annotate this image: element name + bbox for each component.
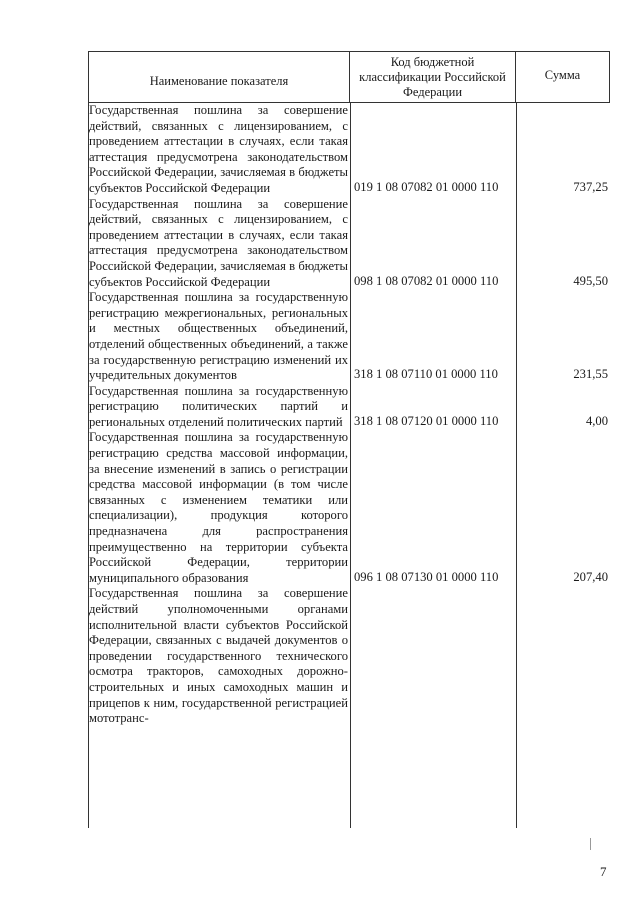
revenue-table [88,51,610,828]
row-name: Государственная пошлина за государственную регистрацию политических партий и региональных отделений политических партий [89,383,348,429]
row-sum: 495,50 [573,273,608,288]
row-code [350,726,516,727]
table-header [88,51,610,103]
row-name: Государственная пошлина за совершение действий уполномоченными органами исполнительной власти субъектов Российской Федерации, связанных с выдачей документов о проведении государственного технического осмотра тракторов, самоходных дорожно-строительных и иных самоходных машин и прицепов к ним, государственной регистрацией мототранс- [89,586,348,726]
column-divider [516,103,517,828]
table-row [88,384,610,431]
row-code: 096 1 08 07130 01 0000 110 [354,569,499,584]
row-code: 098 1 08 07082 01 0000 110 [354,273,499,288]
table-body [88,103,610,828]
row-code: 318 1 08 07120 01 0000 110 [354,413,499,428]
table-row [88,197,610,291]
row-sum: 231,55 [573,367,608,382]
row-name: Государственная пошлина за государственную регистрацию межрегиональных, региональных и местных общественных объединений, отделений общественных объединений, а также за государственную регистрацию изменений их учредительных документов [89,290,348,383]
table-row [88,103,610,197]
row-sum: 4,00 [585,413,608,428]
table-row [88,430,610,586]
row-code: 019 1 08 07082 01 0000 110 [354,179,499,194]
table-row [88,290,610,384]
page-number: 7 [600,864,607,879]
row-name: Государственная пошлина за совершение действий, связанных с лицензированием, с проведением аттестации в случаях, если такая аттестация предусмотрена законодательством Российской Федерации, зачисляемая в бюджеты субъектов Российской Федерации [89,196,348,289]
column-divider [350,103,351,828]
row-name: Государственная пошлина за совершение действий, связанных с лицензированием, с проведением аттестации в случаях, если такая аттестация предусмотрена законодательством Российской Федерации, зачисляемая в бюджеты субъектов Российской Федерации [89,103,348,195]
row-sum [516,726,610,727]
table-row [88,586,610,726]
header-code: Код бюджетной классификации Российской Федерации [350,52,516,102]
row-sum: 737,25 [573,179,608,194]
row-name: Государственная пошлина за государственную регистрацию средства массовой информации, за внесение изменений в запись о регистрации средства массовой информации (в том числе связанных с изменением тематики или специализации), продукция которого предназначена для распространения преимущественно на территории субъекта Российской Федерации, территории муниципального образования [89,430,348,585]
column-divider [88,103,89,828]
header-name: Наименование показателя [88,52,350,102]
header-sum: Сумма [516,52,610,102]
row-sum: 207,40 [573,569,608,584]
scan-mark [590,838,591,850]
row-code: 318 1 08 07110 01 0000 110 [354,367,498,382]
